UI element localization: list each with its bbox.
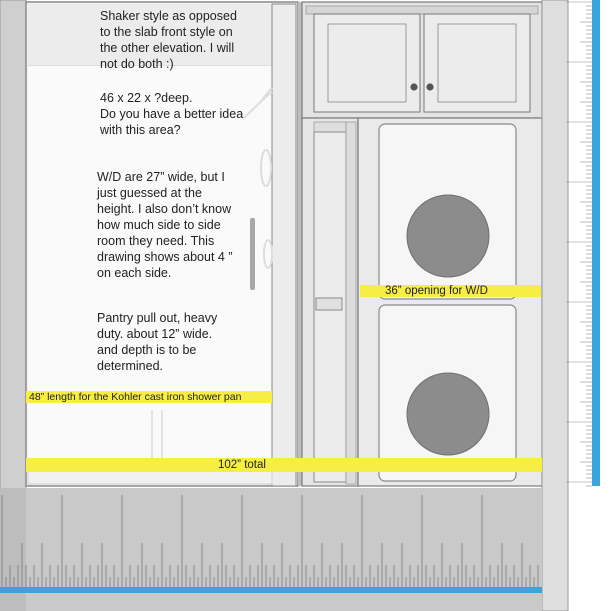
cabinet-knob-right <box>426 83 433 90</box>
washer-dryer-bay <box>358 118 542 486</box>
total-width-bar <box>26 458 542 472</box>
cabinet-knob-left <box>410 83 417 90</box>
cabinet-size-note: 46 x 22 x ?deep. Do you have a better idea with this area? <box>100 91 244 137</box>
washer-door <box>407 373 489 455</box>
pantry-note: Pantry pull out, heavy duty. about 12” wide. and depth is to be determined. <box>97 311 218 373</box>
shower-pan-label: 48” length for the Kohler cast iron shower pan <box>29 391 242 403</box>
door-handle <box>250 218 255 290</box>
total-label: 102” total <box>218 459 266 471</box>
partition-wall <box>298 2 302 486</box>
pantry-pullout <box>302 118 358 486</box>
horizontal-ruler <box>0 587 542 593</box>
vertical-ruler-ticks <box>566 2 592 486</box>
right-wall <box>542 0 568 611</box>
washer-dryer-note: W/D are 27” wide, but I just guessed at the height. I also don’t know how much side to side room they need. This drawing shows about 4 ” on each side. <box>97 170 233 280</box>
dryer-door <box>407 195 489 277</box>
upper-cabinet <box>302 2 542 118</box>
upper-cabinet-note: Shaker style as opposed to the slab front style on the other elevation. I will not do both :) <box>100 9 237 71</box>
wd-opening-label: 36” opening for W/D <box>385 285 488 297</box>
vertical-ruler <box>592 0 600 486</box>
